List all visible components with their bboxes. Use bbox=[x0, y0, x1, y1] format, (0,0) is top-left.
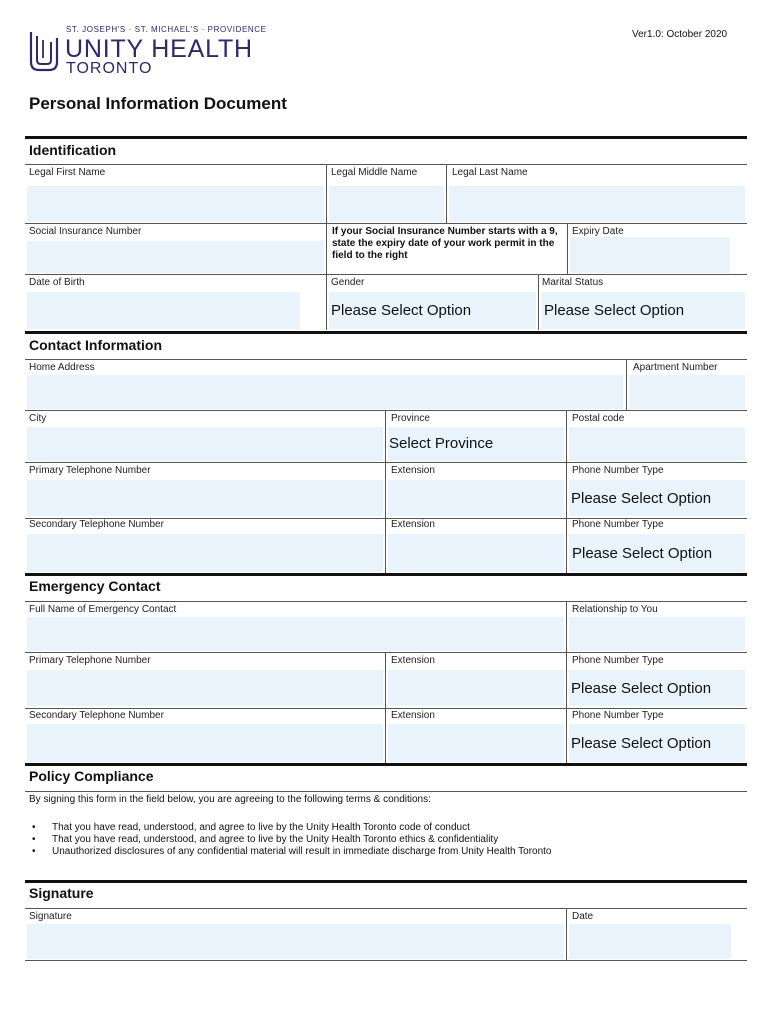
home-address-label: Home Address bbox=[29, 362, 95, 373]
legal-first-name-field[interactable] bbox=[27, 186, 324, 222]
document-title: Personal Information Document bbox=[29, 94, 287, 113]
policy-compliance-title: Policy Compliance bbox=[29, 768, 154, 784]
bullet-icon: • bbox=[32, 834, 36, 845]
relationship-field[interactable] bbox=[569, 617, 745, 651]
date-of-birth-label: Date of Birth bbox=[29, 277, 85, 288]
signature-label: Signature bbox=[29, 911, 72, 922]
column-divider bbox=[566, 908, 567, 960]
secondary-phone-type-value: Please Select Option bbox=[572, 545, 713, 562]
secondary-telephone-field[interactable] bbox=[27, 534, 383, 572]
apartment-number-label: Apartment Number bbox=[633, 362, 718, 373]
province-select-value: Select Province bbox=[389, 435, 494, 452]
date-of-birth-field[interactable] bbox=[27, 292, 300, 329]
primary-extension-field[interactable] bbox=[388, 480, 564, 516]
secondary-extension-label: Extension bbox=[391, 519, 435, 530]
signature-date-field[interactable] bbox=[569, 924, 731, 959]
primary-telephone-field[interactable] bbox=[27, 480, 383, 516]
emergency-secondary-phone-type-value: Please Select Option bbox=[571, 735, 712, 752]
emergency-primary-extension-field[interactable] bbox=[388, 670, 564, 706]
bullet-icon: • bbox=[32, 822, 36, 833]
postal-code-field[interactable] bbox=[569, 427, 745, 461]
emergency-primary-phone-type-label: Phone Number Type bbox=[572, 655, 664, 666]
city-label: City bbox=[29, 413, 47, 424]
marital-status-select[interactable] bbox=[541, 292, 745, 329]
province-label: Province bbox=[391, 413, 430, 424]
secondary-telephone-label: Secondary Telephone Number bbox=[29, 519, 164, 530]
bullet-icon: • bbox=[32, 846, 36, 857]
emergency-contact-title: Emergency Contact bbox=[29, 578, 161, 594]
signature-field[interactable] bbox=[27, 924, 564, 959]
column-divider bbox=[567, 223, 568, 274]
row-divider bbox=[25, 908, 747, 909]
emergency-secondary-extension-field[interactable] bbox=[388, 724, 564, 762]
row-divider bbox=[25, 791, 747, 792]
row-divider bbox=[25, 410, 747, 411]
emergency-primary-phone-type-value: Please Select Option bbox=[571, 680, 712, 697]
emergency-secondary-phone-type-label: Phone Number Type bbox=[572, 710, 664, 721]
legal-middle-name-field[interactable] bbox=[329, 186, 444, 222]
column-divider bbox=[326, 274, 327, 330]
sin-label: Social Insurance Number bbox=[29, 226, 142, 237]
emergency-primary-extension-label: Extension bbox=[391, 655, 435, 666]
expiry-date-field[interactable] bbox=[570, 237, 730, 273]
primary-phone-type-select[interactable] bbox=[569, 480, 745, 516]
primary-phone-type-value: Please Select Option bbox=[571, 490, 712, 507]
unity-health-logo-icon bbox=[28, 30, 60, 74]
gender-select[interactable] bbox=[329, 292, 536, 329]
policy-item: Unauthorized disclosures of any confidential material will result in immediate discharge from Unity Health Toronto bbox=[52, 846, 552, 857]
contact-information-title: Contact Information bbox=[29, 337, 162, 353]
marital-status-label: Marital Status bbox=[542, 277, 604, 288]
row-divider bbox=[25, 223, 747, 224]
column-divider bbox=[326, 223, 327, 274]
marital-status-select-value: Please Select Option bbox=[544, 302, 685, 319]
sin-note-text: If your Social Insurance Number starts with a 9, state the expiry date of your work permit in the field to the right bbox=[332, 226, 558, 261]
emergency-primary-telephone-label: Primary Telephone Number bbox=[29, 655, 151, 666]
policy-item: That you have read, understood, and agree to live by the Unity Health Toronto ethics & confidentiality bbox=[52, 834, 499, 845]
emergency-secondary-phone-type-select[interactable] bbox=[569, 724, 745, 762]
secondary-phone-type-select[interactable] bbox=[569, 534, 745, 572]
emergency-secondary-telephone-label: Secondary Telephone Number bbox=[29, 710, 164, 721]
primary-phone-type-label: Phone Number Type bbox=[572, 465, 664, 476]
emergency-primary-phone-type-select[interactable] bbox=[569, 670, 745, 706]
version-label: Ver1.0: October 2020 bbox=[632, 29, 728, 40]
row-divider bbox=[25, 652, 747, 653]
emergency-full-name-field[interactable] bbox=[27, 617, 564, 651]
legal-last-name-field[interactable] bbox=[449, 186, 745, 222]
column-divider bbox=[626, 359, 627, 410]
emergency-full-name-label: Full Name of Emergency Contact bbox=[29, 604, 177, 615]
policy-intro-text: By signing this form in the field below, you are agreeing to the following terms & conditions: bbox=[29, 794, 431, 805]
section-divider bbox=[25, 136, 747, 139]
legal-first-name-label: Legal First Name bbox=[29, 167, 106, 178]
gender-select-value: Please Select Option bbox=[331, 302, 472, 319]
signature-title: Signature bbox=[29, 885, 94, 901]
section-divider bbox=[25, 763, 747, 766]
identification-title: Identification bbox=[29, 142, 117, 158]
logo-main-text: UNITY HEALTH bbox=[65, 35, 253, 63]
row-divider bbox=[25, 708, 747, 709]
row-divider bbox=[25, 960, 747, 961]
row-divider bbox=[25, 601, 747, 602]
section-divider bbox=[25, 880, 747, 883]
date-label: Date bbox=[572, 911, 594, 922]
emergency-secondary-telephone-field[interactable] bbox=[27, 724, 383, 762]
secondary-phone-type-label: Phone Number Type bbox=[572, 519, 664, 530]
primary-extension-label: Extension bbox=[391, 465, 435, 476]
policy-item: That you have read, understood, and agree to live by the Unity Health Toronto code of conduct bbox=[52, 822, 470, 833]
relationship-label: Relationship to You bbox=[572, 604, 658, 615]
sin-field[interactable] bbox=[27, 241, 324, 273]
column-divider bbox=[446, 164, 447, 223]
row-divider bbox=[25, 359, 747, 360]
row-divider bbox=[25, 462, 747, 463]
section-divider bbox=[25, 573, 747, 576]
apartment-number-field[interactable] bbox=[629, 375, 745, 409]
column-divider bbox=[566, 601, 567, 763]
column-divider bbox=[566, 410, 567, 573]
logo-subline: ST. JOSEPH'S · ST. MICHAEL'S · PROVIDENCE bbox=[66, 25, 267, 34]
logo-third-text: TORONTO bbox=[66, 60, 153, 77]
column-divider bbox=[385, 410, 386, 573]
legal-middle-name-label: Legal Middle Name bbox=[331, 167, 418, 178]
emergency-secondary-extension-label: Extension bbox=[391, 710, 435, 721]
emergency-primary-telephone-field[interactable] bbox=[27, 670, 383, 706]
primary-telephone-label: Primary Telephone Number bbox=[29, 465, 151, 476]
home-address-field[interactable] bbox=[27, 375, 623, 409]
secondary-extension-field[interactable] bbox=[388, 534, 564, 572]
city-field[interactable] bbox=[27, 427, 383, 461]
legal-last-name-label: Legal Last Name bbox=[452, 167, 528, 178]
expiry-date-label: Expiry Date bbox=[572, 226, 624, 237]
column-divider bbox=[326, 164, 327, 223]
column-divider bbox=[538, 274, 539, 330]
province-select[interactable] bbox=[388, 427, 564, 461]
gender-label: Gender bbox=[331, 277, 365, 288]
row-divider bbox=[25, 274, 747, 275]
section-divider bbox=[25, 331, 747, 334]
postal-code-label: Postal code bbox=[572, 413, 625, 424]
row-divider bbox=[25, 164, 747, 165]
